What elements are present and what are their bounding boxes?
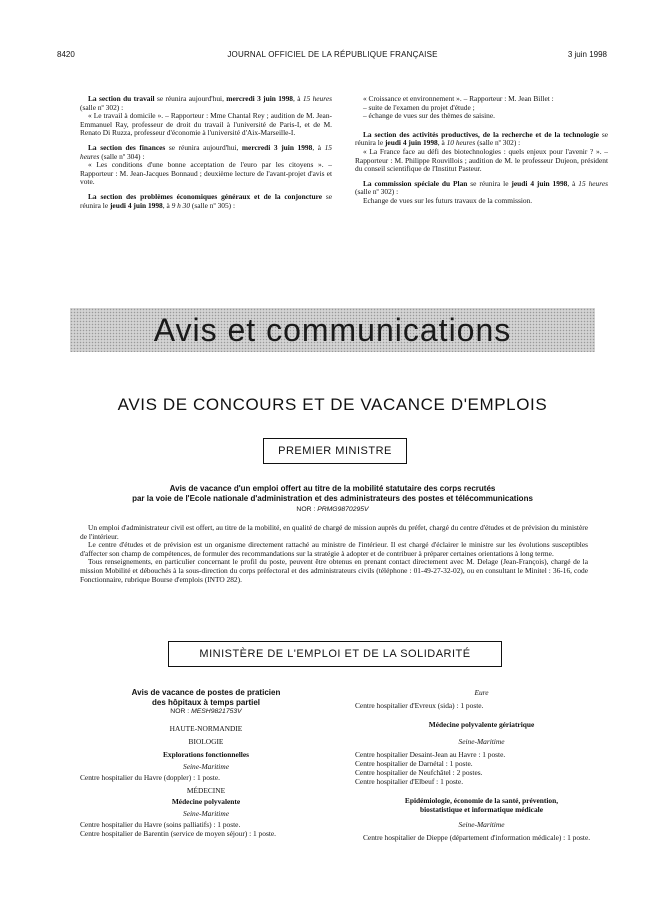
subspecialty-heading: Médecine polyvalente gériatrique bbox=[428, 720, 535, 729]
paragraph: La section du travail se réunira aujourd'hui, mercredi 3 juin 1998, à 15 heures (salle nº 302) : « Le travail à domicile ». – Rapporteur : Mme Chantal Rey ; audition de M. Jean-Emmanuel Ray, professeur de droit du travail à l'université de Paris-I, et de M. Renato Di Ruzza, professeur d'économie à l'université d'Aix-Marseille-I. bbox=[80, 94, 332, 138]
paragraph: La section des finances se réunira aujourd'hui, mercredi 3 juin 1998, à 15 heures (salle nº 304) : « Les conditions d'une bonne acceptation de l'euro par les citoyens ». – Rapporteur : M. Jean-Jacques Bonnaud ; deuxième lecture de l'avant-projet d'avis et vote. bbox=[80, 142, 332, 187]
vacancy-title: Avis de vacance de postes de praticien des hôpitaux à temps partiel bbox=[131, 688, 281, 707]
subspecialty-heading: Médecine polyvalente bbox=[171, 797, 241, 806]
issue-date: 3 juin 1998 bbox=[567, 50, 607, 59]
avis-body bbox=[80, 524, 588, 584]
paragraph: La section des activités productives, de la recherche et de la technologie se réunira le jeudi 4 juin 1998, à 10 heures (salle nº 302) : « La France face au défi des biotechnologies : quels enjeux pour l'avenir ? ». – Rapporteur : M. Philippe Rouvillois ; audition de M. le professeur Dujeon, président du conseil scientifique de l'Institut Pasteur. bbox=[355, 129, 608, 174]
specialty-heading: MÉDECINE bbox=[186, 786, 226, 795]
banner-title: Avis et communications bbox=[153, 312, 512, 348]
paragraph: Le centre d'études et de prévision est un organisme directement rattaché au ministre de l'intérieur. Il est chargé d'éclairer le ministre sur les évolutions susceptibles d'affecter son champ de compétences, de formuler des recommandations sur la stratégie à adopter et de contribuer à préparer certaines orientations à long terme. bbox=[80, 540, 588, 558]
top-right-column bbox=[355, 95, 608, 212]
ministry-box-premier-ministre: PREMIER MINISTRE bbox=[263, 438, 407, 464]
vacancy-left-column bbox=[80, 688, 332, 838]
avis-title: Avis de vacance d'un emploi offert au titre de la mobilité statutaire des corps recrutés par la voie de l'Ecole nationale d'administration et des administrateurs des postes et télécommunications bbox=[132, 484, 533, 503]
list-item: Centre hospitalier Desaint-Jean au Havre : 1 poste. bbox=[355, 750, 506, 759]
department-heading: Seine-Maritime bbox=[183, 809, 229, 818]
ministry-box-emploi-solidarite: MINISTÈRE DE L'EMPLOI ET DE LA SOLIDARITÉ bbox=[168, 641, 502, 667]
paragraph: Un emploi d'administrateur civil est offert, au titre de la mobilité, en qualité de chargé de mission auprès du préfet, chargé du centre d'études et de prévision du ministère de l'intérieur. bbox=[80, 523, 588, 541]
list-item: Centre hospitalier du Havre (doppler) : 1 poste. bbox=[80, 773, 220, 782]
department-heading: Eure bbox=[474, 688, 489, 697]
region-heading: HAUTE-NORMANDIE bbox=[169, 724, 243, 733]
paragraph: Tous renseignements, en particulier concernant le profil du poste, peuvent être obtenus en prenant contact directement avec M. Delage (Jean-François), chargé de la mission Mobilité et débouchés à la sous-direction du corps préfectoral et des administrateurs civils (téléphone : 01-49-27-32-02), ou en consultant le Minitel : 36-16, code Fonctionnaire, rubrique Bourse d'emplois (INTO 282). bbox=[80, 557, 588, 584]
nor-reference: NOR : MESH9821753V bbox=[170, 708, 242, 715]
department-heading: Seine-Maritime bbox=[458, 820, 505, 829]
journal-title: JOURNAL OFFICIEL DE LA RÉPUBLIQUE FRANÇAISE bbox=[227, 50, 438, 59]
subspecialty-heading: Explorations fonctionnelles bbox=[162, 750, 250, 759]
list-item: Centre hospitalier de Dieppe (département d'information médicale) : 1 poste. bbox=[363, 833, 591, 842]
list-item: Centre hospitalier de Neufchâtel : 2 postes. bbox=[355, 768, 483, 777]
page-number: 8420 bbox=[57, 50, 75, 59]
top-left-column bbox=[80, 95, 332, 216]
list-item: Centre hospitalier du Havre (soins palliatifs) : 1 poste. bbox=[80, 820, 241, 829]
vacancy-right-column bbox=[355, 688, 608, 842]
specialty-heading: BIOLOGIE bbox=[188, 737, 224, 746]
list-item: Centre hospitalier de Barentin (service de moyen séjour) : 1 poste. bbox=[80, 829, 276, 838]
page-header bbox=[0, 50, 665, 64]
section-banner bbox=[70, 308, 595, 352]
paragraph: La commission spéciale du Plan se réunira le jeudi 4 juin 1998, à 15 heures (salle nº 302) : Echange de vues sur les futurs travaux de la commission. bbox=[355, 178, 608, 205]
paragraph: « Croissance et environnement ». – Rapporteur : M. Jean Billet : bbox=[363, 94, 554, 103]
paragraph: La section des problèmes économiques généraux et de la conjoncture se réunira le jeudi 4 juin 1998, à 9 h 30 (salle nº 305) : bbox=[80, 191, 332, 210]
list-item: – suite de l'examen du projet d'étude ; bbox=[363, 102, 475, 112]
list-item: Centre hospitalier de Darnétal : 1 poste. bbox=[355, 759, 473, 768]
list-item: Centre hospitalier d'Evreux (sida) : 1 poste. bbox=[355, 701, 484, 710]
list-item: – échange de vues sur des thèmes de saisine. bbox=[363, 111, 495, 121]
section-title: AVIS DE CONCOURS ET DE VACANCE D'EMPLOIS bbox=[117, 395, 548, 414]
subspecialty-heading: Epidémiologie, économie de la santé, prévention, biostatistique et informatique médicale bbox=[404, 796, 559, 814]
department-heading: Seine-Maritime bbox=[458, 737, 505, 746]
list-item: Centre hospitalier d'Elbeuf : 1 poste. bbox=[355, 777, 464, 786]
department-heading: Seine-Maritime bbox=[183, 762, 229, 771]
nor-reference: NOR : PRMG9870295V bbox=[296, 506, 369, 513]
